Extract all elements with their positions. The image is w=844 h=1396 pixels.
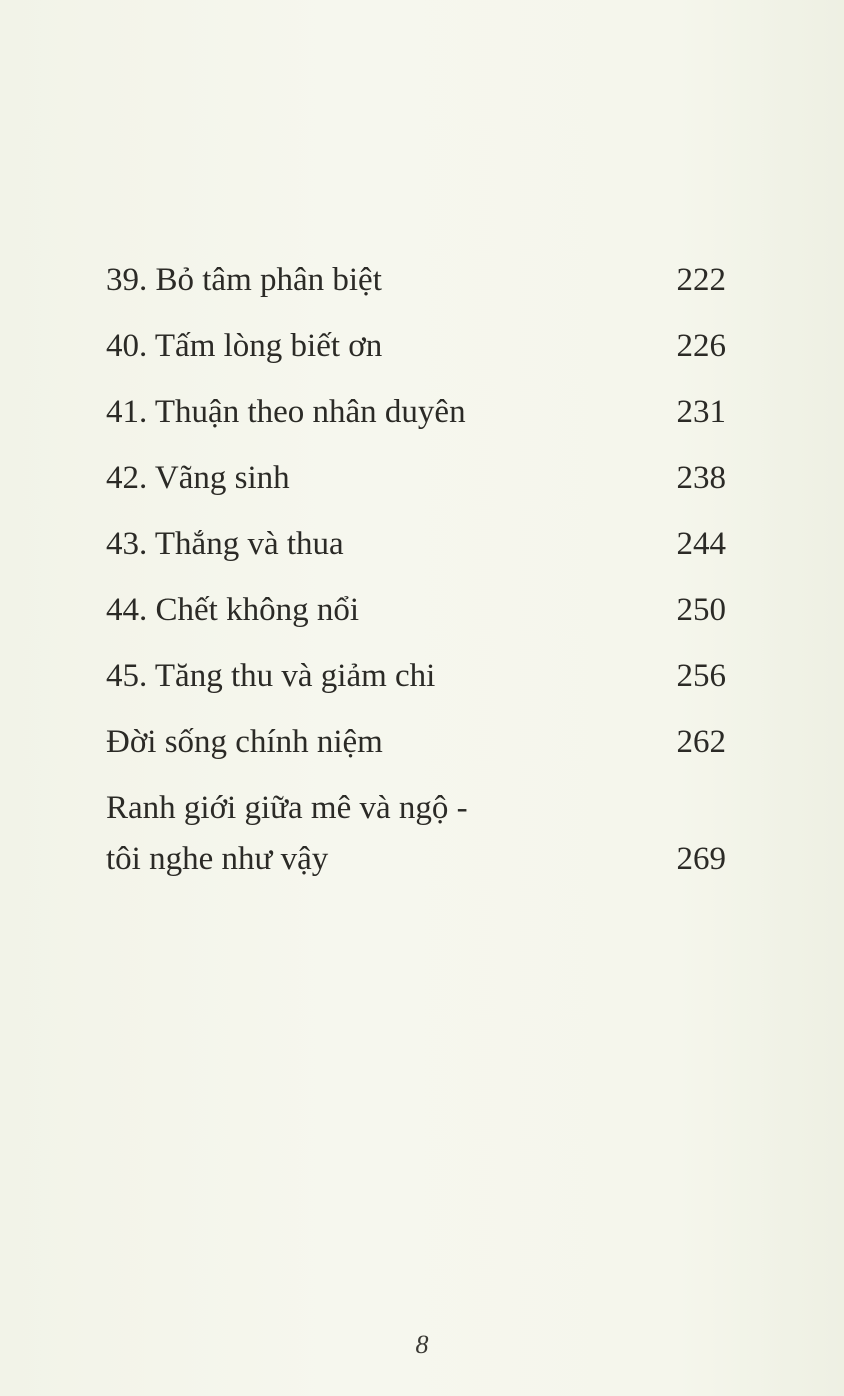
toc-entry-title-line1: Ranh giới giữa mê và ngộ - [106,790,468,826]
toc-entry-title: 44. Chết không nổi [106,592,359,628]
toc-entry-page: 262 [676,724,726,760]
toc-entry-page: 256 [676,658,726,694]
toc-entry [106,720,726,764]
toc-entry-page: 250 [676,592,726,628]
toc-entry-title: 40. Tấm lòng biết ơn [106,328,383,364]
toc-entry [106,588,726,632]
toc-entry-page: 222 [676,262,726,298]
toc-entry-title: 41. Thuận theo nhân duyên [106,394,466,430]
toc-entry [106,654,726,698]
page-number: 8 [415,1330,429,1359]
toc-entry [106,390,726,434]
toc-entry-page: 226 [676,328,726,364]
toc-entry-page: 269 [676,841,726,877]
toc-entry [106,258,726,302]
toc-entry-page: 238 [676,460,726,496]
toc-entry-line [106,837,726,881]
toc-entry-title: Đời sống chính niệm [106,724,383,760]
toc-entry-title: 43. Thắng và thua [106,526,344,562]
toc-entry-page: 231 [676,394,726,430]
toc-entry-line [106,786,726,830]
toc-entry-title: 45. Tăng thu và giảm chi [106,658,436,694]
toc-entry-title-line2: tôi nghe như vậy [106,841,329,877]
toc-entry [106,324,726,368]
toc-entry-title: 42. Vãng sinh [106,460,290,496]
table-of-contents [106,258,726,903]
toc-entry-title: 39. Bỏ tâm phân biệt [106,262,382,298]
toc-entry [106,522,726,566]
toc-entry-page: 244 [676,526,726,562]
toc-entry-multiline [106,786,726,881]
toc-entry [106,456,726,500]
